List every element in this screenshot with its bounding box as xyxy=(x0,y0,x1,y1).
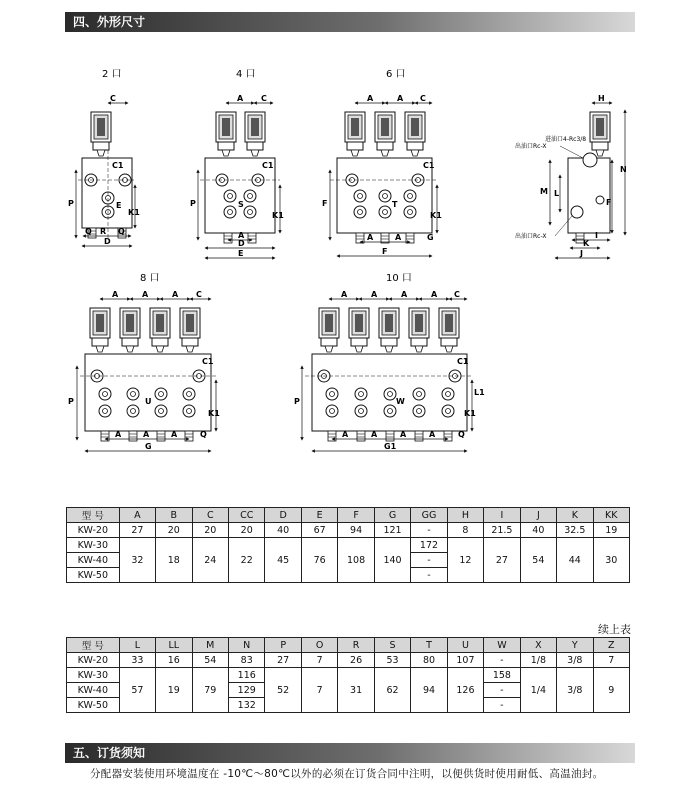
table-header: 型 号 xyxy=(67,508,120,523)
svg-text:A: A xyxy=(142,290,149,299)
table-cell: 27 xyxy=(484,538,520,583)
svg-text:K1: K1 xyxy=(128,208,140,217)
svg-text:T: T xyxy=(392,200,398,209)
svg-text:A: A xyxy=(431,290,438,299)
table-cell: 76 xyxy=(301,538,337,583)
table-cell: KW-20 xyxy=(67,523,120,538)
svg-text:C: C xyxy=(261,94,267,103)
table-cell: 67 xyxy=(301,523,337,538)
table-cell: 19 xyxy=(593,523,629,538)
svg-text:P: P xyxy=(294,397,300,406)
table-header: I xyxy=(484,508,520,523)
table-row xyxy=(67,653,630,668)
svg-text:N: N xyxy=(620,165,627,174)
svg-text:I: I xyxy=(595,231,598,240)
svg-text:R: R xyxy=(100,227,107,236)
svg-text:Q: Q xyxy=(85,227,92,236)
svg-text:F: F xyxy=(322,199,328,208)
table-header: J xyxy=(520,508,556,523)
table-cell: 22 xyxy=(229,538,265,583)
svg-text:A: A xyxy=(367,94,374,103)
table-cell: 26 xyxy=(338,653,374,668)
dimension-table-1 xyxy=(66,507,630,583)
diagram-10-port xyxy=(294,273,485,451)
svg-text:A: A xyxy=(112,290,119,299)
svg-text:G1: G1 xyxy=(384,442,397,451)
svg-text:P: P xyxy=(68,199,74,208)
table-row xyxy=(67,523,630,538)
table-header: R xyxy=(338,638,374,653)
table-header: F xyxy=(338,508,374,523)
table-header: K xyxy=(557,508,593,523)
table-cell: 52 xyxy=(265,668,301,713)
svg-text:A: A xyxy=(397,94,404,103)
svg-text:K1: K1 xyxy=(272,211,284,220)
table-row xyxy=(67,538,630,553)
svg-text:A: A xyxy=(172,290,179,299)
table-cell: 21.5 xyxy=(484,523,520,538)
svg-text:M: M xyxy=(540,187,548,196)
svg-text:A: A xyxy=(342,430,349,439)
section-title-ordering: 五、订货须知 xyxy=(65,743,635,763)
table-header: P xyxy=(265,638,301,653)
table-header: C xyxy=(192,508,228,523)
svg-text:K: K xyxy=(583,239,590,248)
svg-text:C: C xyxy=(454,290,460,299)
table-header: N xyxy=(229,638,265,653)
table-header-row xyxy=(67,508,630,523)
svg-text:A: A xyxy=(371,290,378,299)
svg-text:W: W xyxy=(396,397,405,406)
table-cell: 7 xyxy=(593,653,629,668)
table-cell: 94 xyxy=(338,523,374,538)
svg-text:A: A xyxy=(341,290,348,299)
table-cell: 129 xyxy=(229,683,265,698)
svg-text:A: A xyxy=(171,430,178,439)
table-header: E xyxy=(301,508,337,523)
svg-text:A: A xyxy=(429,430,436,439)
label-side-inlet: 进油口4-Rc3/8 xyxy=(545,136,587,143)
svg-text:A: A xyxy=(367,233,374,242)
svg-text:Q: Q xyxy=(118,227,125,236)
label-2-port: 2 口 xyxy=(102,69,122,80)
svg-text:D: D xyxy=(238,239,245,248)
svg-text:L1: L1 xyxy=(474,388,485,397)
table-header: O xyxy=(301,638,337,653)
table-cell: - xyxy=(484,653,520,668)
svg-text:A: A xyxy=(143,430,150,439)
table-cell: 108 xyxy=(338,538,374,583)
label-8-port: 8 口 xyxy=(140,273,160,284)
table-cell: 3/8 xyxy=(557,653,593,668)
svg-text:A: A xyxy=(115,430,122,439)
table-cell: 8 xyxy=(447,523,483,538)
svg-text:S: S xyxy=(238,200,244,209)
table-header: H xyxy=(447,508,483,523)
table-header: M xyxy=(192,638,228,653)
label-10-port: 10 口 xyxy=(386,273,412,284)
label-4-port: 4 口 xyxy=(236,69,256,80)
svg-text:K1: K1 xyxy=(430,211,442,220)
svg-text:G: G xyxy=(145,442,152,451)
label-6-port: 6 口 xyxy=(386,69,406,80)
svg-text:C1: C1 xyxy=(457,357,469,366)
table-cell: 158 xyxy=(484,668,520,683)
table-cell: 83 xyxy=(229,653,265,668)
table-cell: 30 xyxy=(593,538,629,583)
svg-text:E: E xyxy=(238,249,244,258)
table-cell: 57 xyxy=(119,668,155,713)
svg-text:C: C xyxy=(196,290,202,299)
table-cell: 19 xyxy=(156,668,192,713)
label-side-outlet: 出油口Rc-X xyxy=(515,143,547,150)
svg-text:C: C xyxy=(420,94,426,103)
table-cell: 27 xyxy=(119,523,155,538)
section-title-dimensions: 四、外形尺寸 xyxy=(65,12,635,32)
svg-text:K1: K1 xyxy=(464,409,476,418)
svg-text:C1: C1 xyxy=(112,161,124,170)
table-cell: 54 xyxy=(192,653,228,668)
svg-text:F: F xyxy=(606,198,612,207)
table-header: B xyxy=(156,508,192,523)
table-cell: 24 xyxy=(192,538,228,583)
svg-text:A: A xyxy=(400,430,407,439)
table-cell: 12 xyxy=(447,538,483,583)
diagram-2-port xyxy=(68,69,140,246)
svg-text:C: C xyxy=(110,94,116,103)
table-cell: 79 xyxy=(192,668,228,713)
table-header: LL xyxy=(156,638,192,653)
table-cell: 32 xyxy=(119,538,155,583)
table-cell: 94 xyxy=(411,668,447,713)
table-cell: - xyxy=(411,523,447,538)
table-header: G xyxy=(374,508,410,523)
table-header: S xyxy=(374,638,410,653)
table-cell: - xyxy=(484,698,520,713)
table-header: Z xyxy=(593,638,629,653)
table-cell: 16 xyxy=(156,653,192,668)
table-cell: KW-50 xyxy=(67,698,120,713)
table-cell: 45 xyxy=(265,538,301,583)
table-cell: 40 xyxy=(520,523,556,538)
svg-text:D: D xyxy=(104,237,111,246)
diagram-8-port xyxy=(68,273,220,451)
table-row xyxy=(67,668,630,683)
table-cell: KW-20 xyxy=(67,653,120,668)
svg-text:A: A xyxy=(237,94,244,103)
table-cell: 126 xyxy=(447,668,483,713)
table-header: CC xyxy=(229,508,265,523)
table-cell: 32.5 xyxy=(557,523,593,538)
table-cell: 27 xyxy=(265,653,301,668)
table-cell: 40 xyxy=(265,523,301,538)
svg-text:C1: C1 xyxy=(262,161,274,170)
table-cell: 20 xyxy=(229,523,265,538)
diagram-6-port xyxy=(322,69,442,256)
svg-text:F: F xyxy=(382,247,388,256)
table-cell: 20 xyxy=(192,523,228,538)
table-header: U xyxy=(447,638,483,653)
ordering-note: 分配器安装使用环境温度在 -10℃～80℃以外的必须在订货合同中注明，以便供货时使用耐低、高温油封。 xyxy=(90,768,604,780)
table-cell: 7 xyxy=(301,668,337,713)
svg-text:A: A xyxy=(238,231,245,240)
table-cell: KW-30 xyxy=(67,538,120,553)
table-cell: 33 xyxy=(119,653,155,668)
table-cell: 140 xyxy=(374,538,410,583)
table-header-row xyxy=(67,638,630,653)
table-cell: KW-50 xyxy=(67,568,120,583)
table-cell: 54 xyxy=(520,538,556,583)
table-header: D xyxy=(265,508,301,523)
table-cell: 1/4 xyxy=(520,668,556,713)
svg-text:P: P xyxy=(68,397,74,406)
table-header: X xyxy=(520,638,556,653)
table-cell: 31 xyxy=(338,668,374,713)
table-cell: 7 xyxy=(301,653,337,668)
table-header: 型 号 xyxy=(67,638,120,653)
table-cell: 53 xyxy=(374,653,410,668)
svg-text:C1: C1 xyxy=(423,161,435,170)
label-side-bottom: 出油口Rc-X xyxy=(515,233,547,240)
table-cell: - xyxy=(411,568,447,583)
svg-text:Q: Q xyxy=(200,430,207,439)
table-cell: KW-40 xyxy=(67,683,120,698)
table-cell: - xyxy=(411,553,447,568)
table-cell: 80 xyxy=(411,653,447,668)
table-header: A xyxy=(119,508,155,523)
svg-text:G: G xyxy=(427,233,434,242)
table-header: T xyxy=(411,638,447,653)
svg-text:U: U xyxy=(145,397,152,406)
svg-text:A: A xyxy=(395,233,402,242)
table-cell: 3/8 xyxy=(557,668,593,713)
svg-text:P: P xyxy=(190,199,196,208)
svg-text:Q: Q xyxy=(458,430,465,439)
table-cell: 9 xyxy=(593,668,629,713)
table-cell: 116 xyxy=(229,668,265,683)
table-cell: 20 xyxy=(156,523,192,538)
table-header: L xyxy=(119,638,155,653)
table-cell: 132 xyxy=(229,698,265,713)
svg-text:A: A xyxy=(401,290,408,299)
diagram-side-view xyxy=(515,94,627,258)
table-header: W xyxy=(484,638,520,653)
table-cell: 44 xyxy=(557,538,593,583)
svg-text:L: L xyxy=(554,189,560,198)
svg-text:A: A xyxy=(371,430,378,439)
dimension-table-2 xyxy=(66,637,630,713)
svg-text:H: H xyxy=(598,94,605,103)
table-cell: 121 xyxy=(374,523,410,538)
table-cell: 18 xyxy=(156,538,192,583)
continued-label: 续上表 xyxy=(598,623,631,636)
table-cell: 62 xyxy=(374,668,410,713)
svg-text:K1: K1 xyxy=(208,409,220,418)
table-cell: 1/8 xyxy=(520,653,556,668)
svg-text:E: E xyxy=(116,201,122,210)
table-cell: 107 xyxy=(447,653,483,668)
table-header: KK xyxy=(593,508,629,523)
table-cell: 172 xyxy=(411,538,447,553)
table-header: GG xyxy=(411,508,447,523)
table-header: Y xyxy=(557,638,593,653)
table-cell: KW-30 xyxy=(67,668,120,683)
svg-text:J: J xyxy=(580,249,583,258)
table-cell: - xyxy=(484,683,520,698)
diagram-4-port xyxy=(190,69,284,258)
table-cell: KW-40 xyxy=(67,553,120,568)
svg-text:C1: C1 xyxy=(202,357,214,366)
